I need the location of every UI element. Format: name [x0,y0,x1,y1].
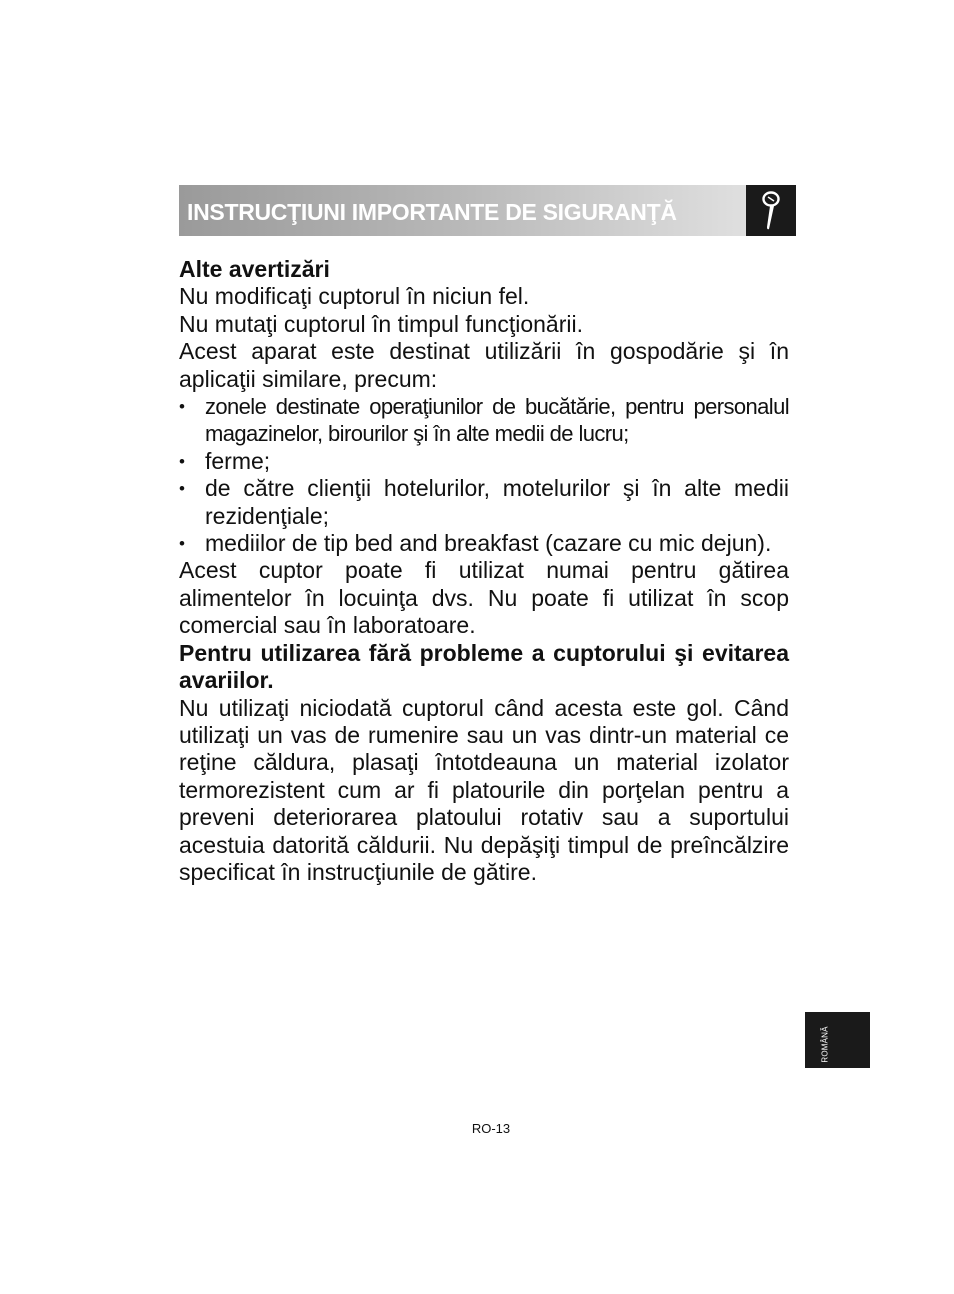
list-item [179,530,789,557]
bullet-icon: • [179,479,185,499]
spoon-info-icon [757,190,785,232]
list-item [179,475,789,530]
section-heading: Alte avertizări [179,256,330,282]
usage-list [179,393,789,557]
paragraph: Nu utilizaţi niciodată cuptorul când acesta este gol. Când utilizaţi un vas de rumenire sau un vas dintr-un material ce reţine căldura, plasaţi întotdeauna un material izolator termorezistent cum ar fi platourile din porţelan pentru a preveni deteriorarea platoului rotativ sau a suportului acestuia datorită căldurii. Nu depăşiţi timpul de preîncălzire specificat în instrucţiunile de gătire. [179,694,789,885]
bullet-icon: • [179,534,185,554]
main-content [179,256,789,886]
page-number: RO-13 [471,1121,511,1136]
list-item-text: mediilor de tip bed and breakfast (cazare cu mic dejun). [205,530,772,557]
bullet-icon: • [179,451,185,471]
bullet-icon: • [179,397,185,417]
language-label: ROMÂNĂ [820,1026,830,1063]
section-header-bar [179,185,796,236]
paragraph: Acest cuptor poate fi utilizat numai pentru gătirea alimentelor în locuinţa dvs. Nu poate fi utilizat în scop comercial sau în laboratoare. [179,557,789,639]
paragraph: Nu modificaţi cuptorul în niciun fel. [179,283,530,310]
paragraph: Acest aparat este destinat utilizării în gospodărie şi în aplicaţii similare, precum: [179,338,789,392]
section-title: INSTRUCŢIUNI IMPORTANTE DE SIGURANŢĂ [187,199,677,225]
subheading: Pentru utilizarea fără probleme a cuptorului şi evitarea avariilor. [179,639,789,694]
list-item-text: de către clienţii hotelurilor, motelurilor şi în alte medii rezidenţiale; [205,475,789,529]
list-item-text: zonele destinate operaţiunilor de bucătărie, pentru personalul magazinelor, birourilor şi în alte medii de lucru; [205,394,789,447]
list-item [179,393,789,448]
paragraph: Nu mutaţi cuptorul în timpul funcţionării. [179,310,583,337]
list-item [179,448,789,475]
header-icon-box [746,185,796,236]
list-item-text: ferme; [205,447,271,474]
language-tab [805,1012,870,1068]
